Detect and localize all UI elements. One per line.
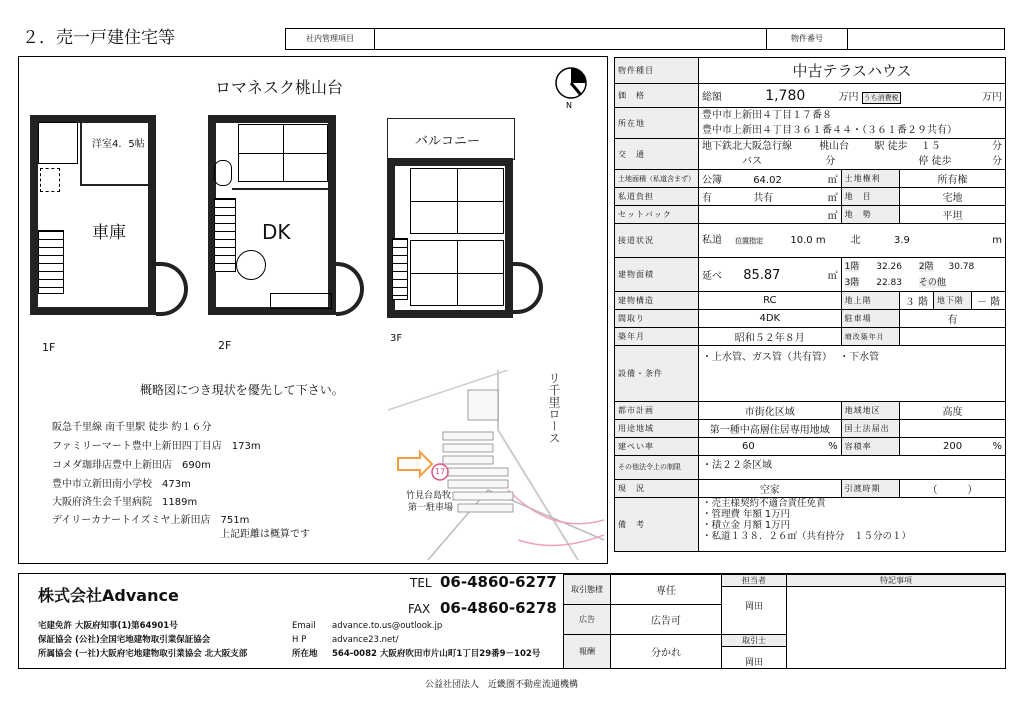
road-width: 10.0 xyxy=(790,234,813,246)
room-dk: DK xyxy=(262,220,291,244)
parking: 有 xyxy=(900,310,1006,328)
remark-item: ・管理費 年額 1万円 xyxy=(702,509,791,520)
floor-label-2f: 2F xyxy=(218,339,232,352)
below-floors: － xyxy=(976,297,987,308)
private-road-label: 私道負担 xyxy=(615,188,699,206)
room-garage: 車庫 xyxy=(92,223,126,243)
minute-unit-2: 分 xyxy=(992,156,1002,167)
license: 宅建免許 大阪府知事(1)第64901号 xyxy=(38,621,178,631)
property-no-label: 物件番号 xyxy=(766,29,848,49)
facility-label: 設備・条件 xyxy=(615,346,699,402)
type-label: 物件種目 xyxy=(615,58,699,84)
nearby-item: デイリーカナートイズミヤ上新田店 751m xyxy=(52,515,250,526)
tel-label: TEL xyxy=(410,576,432,590)
address-label: 所在地 xyxy=(615,108,699,139)
sqm-unit: ㎡ xyxy=(827,175,838,186)
building-area: 85.87 xyxy=(743,267,781,283)
remarks-label: 備 考 xyxy=(615,498,699,552)
far-unit: % xyxy=(992,441,1002,452)
handover-label: 引渡時期 xyxy=(841,480,899,498)
floor1-area: 32.26 xyxy=(876,261,902,272)
sqm-unit-3: ㎡ xyxy=(699,206,842,224)
nearby-item: ファミリーマート豊中上新田四丁目店 173m xyxy=(52,441,261,452)
mgmt-box xyxy=(285,28,1005,50)
above-unit: 階 xyxy=(918,297,929,308)
organization: 公益社団法人 近畿圏不動産流通機構 xyxy=(425,680,579,690)
handover: （ ） xyxy=(900,480,1006,498)
bcr-label: 建ぺい率 xyxy=(615,438,699,456)
tel: 06-4860-6277 xyxy=(440,573,557,591)
setback-label: セットバック xyxy=(615,206,699,224)
remark-item: ・積立金 月額 1万円 xyxy=(702,520,791,531)
price: 1,780 xyxy=(765,87,806,104)
homepage: advance23.net/ xyxy=(332,635,399,645)
price-label: 価 格 xyxy=(615,84,699,108)
plan-note: 概略図につき現状を優先して下さい。 xyxy=(140,383,344,397)
bcr: 60 xyxy=(742,441,755,452)
building-area-label: 建物面積 xyxy=(615,258,699,292)
floor2-label: 2階 xyxy=(918,261,934,272)
facility-2: ・下水管 xyxy=(839,352,880,363)
above-floors: ３ xyxy=(904,297,915,308)
nearby-item: 阪急千里線 南千里駅 徒歩 約１６分 xyxy=(52,422,212,433)
notes-label: 特記事項 xyxy=(787,575,1005,587)
below-label: 地下階 xyxy=(933,292,971,310)
walk-minutes: １５ xyxy=(920,141,941,152)
below-unit: 階 xyxy=(990,297,1001,308)
land-law-label: 国土法届出 xyxy=(841,420,899,438)
parking-label: 駐車場 xyxy=(841,310,899,328)
nearby-item: 豊中市立新田南小学校 473m xyxy=(52,479,191,490)
address-label-footer: 所在地 xyxy=(292,649,318,659)
land-area-label: 土地面積（私道含まず） xyxy=(615,170,699,188)
address-2: 豊中市上新田４丁目３６１番４４・（３６１番２９共有） xyxy=(702,125,957,136)
station-suffix: 駅 xyxy=(874,141,885,152)
road-kind: 私道 xyxy=(702,234,722,246)
floor3-label: 3階 xyxy=(844,277,860,288)
mode-label: 取引態様 xyxy=(564,575,611,605)
floor-label-1f: 1F xyxy=(42,341,56,354)
fax: 06-4860-6278 xyxy=(440,599,557,617)
room-youshitsu: 洋室4．5帖 xyxy=(92,139,145,150)
floor2-area: 30.78 xyxy=(948,261,975,272)
stop-label: 停 xyxy=(918,156,929,167)
total-label: 総額 xyxy=(702,91,722,103)
traffic-label: 交 通 xyxy=(615,139,699,170)
staff-label: 担当者 xyxy=(722,575,786,587)
structure: RC xyxy=(699,292,842,310)
walk-label-2: 徒歩 xyxy=(931,156,952,167)
transaction-mode: 専任 xyxy=(611,575,722,605)
fee-label: 報酬 xyxy=(564,635,611,669)
hp-label: H P xyxy=(292,635,307,645)
map-lot-number: 17 xyxy=(435,467,446,476)
walk-label: 徒歩 xyxy=(887,141,908,152)
road-width-unit: m xyxy=(815,234,826,246)
property-name: ロマネスク桃山台 xyxy=(215,78,344,97)
land-right-label: 土地権利 xyxy=(841,170,899,188)
structure-label: 建物構造 xyxy=(615,292,699,310)
far: 200 xyxy=(943,441,963,452)
status: 空家 xyxy=(699,480,842,498)
far-label: 容積率 xyxy=(841,438,899,456)
address-1: 豊中市上新田４丁目１７番８ xyxy=(702,110,832,121)
bus-minute-unit: 分 xyxy=(825,156,836,167)
page-title: ２．売一戸建住宅等 xyxy=(22,28,175,48)
road-direction: 北 xyxy=(850,234,861,246)
svg-text:N: N xyxy=(566,101,572,109)
distance-note: 上記距離は概算です xyxy=(220,529,310,540)
tax-label: うち消費税 xyxy=(863,93,899,102)
road-designation: 位置指定 xyxy=(735,236,764,245)
layout-label: 間取り xyxy=(615,310,699,328)
fax-label: FAX xyxy=(408,602,431,616)
price-unit: 万円 xyxy=(838,91,859,103)
chisei-label: 地 勢 xyxy=(841,206,899,224)
staff-name: 岡田 xyxy=(744,602,763,612)
tax-unit: 万円 xyxy=(982,91,1002,103)
sqm-unit-4: ㎡ xyxy=(827,270,838,282)
train-line: 地下鉄北大阪急行線 xyxy=(702,141,792,152)
floor-label-3f: 3F xyxy=(390,333,403,344)
chimoku-label: 地 目 xyxy=(841,188,899,206)
restriction: ・法２２条区域 xyxy=(699,456,1006,480)
floor3-area: 22.83 xyxy=(876,277,902,288)
bus-label: バス xyxy=(742,156,762,167)
frontage: 3.9 xyxy=(893,234,910,246)
north-arrow-icon xyxy=(553,65,589,109)
chisei: 平坦 xyxy=(900,206,1006,224)
nobe-label: 延べ xyxy=(702,270,722,282)
dealer-label: 取引士 xyxy=(722,635,786,647)
remark-item: ・私道１３８．２６㎡（共有持分 １５分の１） xyxy=(702,531,912,542)
above-label: 地上階 xyxy=(841,292,899,310)
status-label: 現 況 xyxy=(615,480,699,498)
email-label: Email xyxy=(292,621,316,631)
kouho-label: 公簿 xyxy=(702,175,722,186)
district: 高度 xyxy=(900,402,1006,420)
property-info-table xyxy=(614,57,1006,552)
map-label: 第一駐車場 xyxy=(408,503,454,513)
private-road-kind: 共有 xyxy=(753,193,774,204)
property-type: 中古テラスハウス xyxy=(699,58,1006,84)
extension-label: 増改築年月 xyxy=(841,328,899,346)
private-road-has: 有 xyxy=(702,193,712,204)
built-label: 築年月 xyxy=(615,328,699,346)
map-label: リ千里ロース xyxy=(547,372,561,444)
transaction-table xyxy=(563,574,1006,669)
facility-1: ・上水管、ガス管（共有管） xyxy=(702,352,832,363)
email: advance.to.us@outlook.jp xyxy=(332,621,443,631)
sqm-unit-2: ㎡ xyxy=(827,193,838,204)
layout: 4DK xyxy=(699,310,842,328)
guarantee: 保証協会 (公社)全国宅地建物取引業保証協会 xyxy=(38,635,211,645)
remark-item: ・売主様契約不適合責任免責 xyxy=(702,498,826,509)
association: 所属協会 (一社)大阪府宅地建物取引業協会 北大阪支部 xyxy=(38,649,248,659)
nearby-item: 大阪府済生会千里病院 1189m xyxy=(52,497,198,508)
district-label: 地域地区 xyxy=(841,402,899,420)
mgmt-label: 社内管理項目 xyxy=(286,29,375,49)
nearby-item: コメダ珈琲店豊中上新田店 690m xyxy=(52,460,211,471)
land-right: 所有権 xyxy=(900,170,1006,188)
city-plan-label: 都市計画 xyxy=(615,402,699,420)
frontage-unit: m xyxy=(992,234,1002,246)
zoning-label: 用途地域 xyxy=(615,420,699,438)
ad-label: 広告 xyxy=(564,605,611,635)
company-address: 564-0082 大阪府吹田市片山町1丁目29番9－102号 xyxy=(332,649,541,659)
other-floor-label: その他 xyxy=(918,277,946,288)
company-name: 株式会社Advance xyxy=(38,586,179,605)
fee: 分かれ xyxy=(611,635,722,669)
bcr-unit: % xyxy=(828,441,838,452)
location-map xyxy=(388,370,604,560)
map-label: 竹見台島牧 xyxy=(406,491,452,501)
floor1-label: 1階 xyxy=(844,261,860,272)
land-area: 64.02 xyxy=(753,175,782,186)
built-date: 昭和５２年８月 xyxy=(699,328,842,346)
restriction-label: その他法令上の制限 xyxy=(615,456,699,480)
dealer-name: 岡田 xyxy=(744,658,763,668)
zoning: 第一種中高層住居専用地域 xyxy=(699,420,842,438)
room-balcony: バルコニー xyxy=(415,134,481,149)
chimoku: 宅地 xyxy=(900,188,1006,206)
minute-unit: 分 xyxy=(992,141,1002,152)
ad-permission: 広告可 xyxy=(611,605,722,635)
station: 桃山台 xyxy=(819,141,850,152)
city-plan: 市街化区域 xyxy=(699,402,842,420)
road-label: 接道状況 xyxy=(615,224,699,258)
